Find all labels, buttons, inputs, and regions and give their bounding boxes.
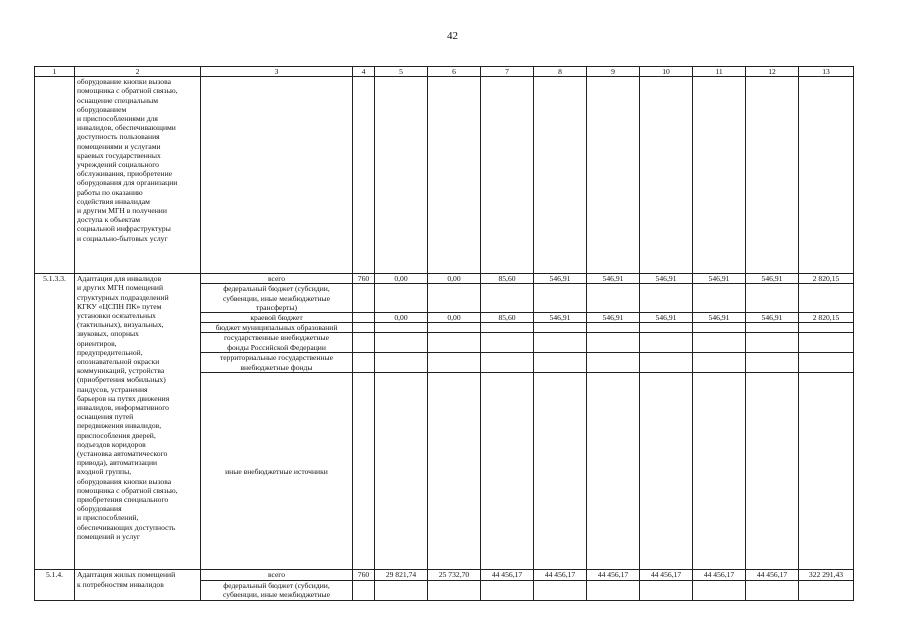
blank-cell <box>534 580 587 600</box>
header-cell: 5 <box>375 67 428 77</box>
blank-cell <box>799 373 854 570</box>
header-cell: 6 <box>428 67 481 77</box>
header-cell: 11 <box>693 67 746 77</box>
blank-cell <box>640 77 693 274</box>
budget-table <box>34 66 854 601</box>
value-cell: 85,60 <box>481 274 534 284</box>
blank-cell <box>428 580 481 600</box>
value-cell: 546,91 <box>693 274 746 284</box>
value-cell: 44 456,17 <box>587 570 640 580</box>
blank-cell <box>693 580 746 600</box>
header-cell: 1 <box>35 67 75 77</box>
blank-cell <box>799 333 854 353</box>
funding-source: федеральный бюджет (субсидии, субвенции, иные межбюджетные <box>201 580 353 600</box>
blank-cell <box>353 313 375 323</box>
header-cell: 10 <box>640 67 693 77</box>
blank-cell <box>799 323 854 333</box>
value-cell: 25 732,70 <box>428 570 481 580</box>
funding-source: бюджет муниципальных образований <box>201 323 353 333</box>
blank-cell <box>693 284 746 313</box>
value-cell: 0,00 <box>428 274 481 284</box>
blank-cell <box>353 353 375 373</box>
header-cell: 7 <box>481 67 534 77</box>
value-cell: 44 456,17 <box>640 570 693 580</box>
blank-cell <box>640 284 693 313</box>
value-cell: 44 456,17 <box>534 570 587 580</box>
table-row <box>35 274 854 284</box>
value-cell: 546,91 <box>693 313 746 323</box>
item-code: 5.1.3.3. <box>35 274 75 570</box>
blank-cell <box>746 333 799 353</box>
funding-source: всего <box>201 570 353 580</box>
value-cell: 546,91 <box>640 313 693 323</box>
blank-cell <box>428 284 481 313</box>
header-row <box>35 67 854 77</box>
blank-cell <box>428 77 481 274</box>
header-cell: 9 <box>587 67 640 77</box>
value-cell: 546,91 <box>640 274 693 284</box>
value-cell: 44 456,17 <box>481 570 534 580</box>
blank-cell <box>481 333 534 353</box>
value-cell: 29 821,74 <box>375 570 428 580</box>
blank-cell <box>353 373 375 570</box>
blank-cell <box>481 77 534 274</box>
value-cell: 2 820,15 <box>799 274 854 284</box>
blank-cell <box>746 580 799 600</box>
header-cell: 8 <box>534 67 587 77</box>
blank-cell <box>375 323 428 333</box>
blank-cell <box>534 77 587 274</box>
col4-code: 760 <box>353 274 375 284</box>
blank-cell <box>353 284 375 313</box>
header-cell: 3 <box>201 67 353 77</box>
blank-cell <box>534 284 587 313</box>
funding-source: федеральный бюджет (субсидии, субвенции, иные межбюджетные трансферты) <box>201 284 353 313</box>
blank-cell <box>534 353 587 373</box>
item-code: 5.1.4. <box>35 570 75 600</box>
funding-source: краевой бюджет <box>201 313 353 323</box>
col4-code: 760 <box>353 570 375 580</box>
blank-cell <box>375 333 428 353</box>
blank-cell <box>375 284 428 313</box>
blank-cell <box>375 580 428 600</box>
value-cell: 0,00 <box>375 274 428 284</box>
blank-cell <box>481 373 534 570</box>
header-cell: 2 <box>75 67 201 77</box>
funding-source: территориальные государственные внебюджетные фонды <box>201 353 353 373</box>
blank-cell <box>428 353 481 373</box>
blank-cell <box>353 333 375 353</box>
blank-cell <box>746 77 799 274</box>
blank-cell <box>481 323 534 333</box>
value-cell: 546,91 <box>534 313 587 323</box>
value-cell: 85,60 <box>481 313 534 323</box>
blank-cell <box>693 77 746 274</box>
blank-cell <box>640 580 693 600</box>
value-cell: 546,91 <box>534 274 587 284</box>
blank-cell <box>640 373 693 570</box>
blank-cell <box>481 353 534 373</box>
value-cell: 2 820,15 <box>799 313 854 323</box>
item-description: Адаптация для инвалидов и других МГН помещений структурных подразделений КГКУ «ЦСПН ПК» путем установки осязательных (тактильных), визуальных, звуковых, опорных ориентиров, предупредительной, опознавательной окраски коммуникаций, устройства (приобретения мобильных) пандусов, устранения барьеров на путях движения инвалидов, информативного оснащения путей передвижения инвалидов, приспособления дверей, подъездов коридоров (установка автоматического привода), автоматизации входной группы, оборудования кнопки вызова помощника с обратной связью, приобретения специального оборудования и приспособлений, обеспечивающих доступность помещений и услуг <box>75 274 201 570</box>
blank-cell <box>693 373 746 570</box>
blank-cell <box>201 77 353 274</box>
table-row <box>35 570 854 580</box>
blank-cell <box>428 373 481 570</box>
funding-source: всего <box>201 274 353 284</box>
blank-cell <box>353 580 375 600</box>
blank-cell <box>746 323 799 333</box>
blank-cell <box>587 323 640 333</box>
blank-cell <box>799 284 854 313</box>
header-cell: 4 <box>353 67 375 77</box>
blank-cell <box>375 353 428 373</box>
header-cell: 12 <box>746 67 799 77</box>
value-cell: 44 456,17 <box>746 570 799 580</box>
blank-cell <box>587 284 640 313</box>
blank-cell <box>428 323 481 333</box>
page-number: 42 <box>447 30 458 42</box>
blank-cell <box>587 77 640 274</box>
blank-cell <box>353 323 375 333</box>
blank-cell <box>693 353 746 373</box>
blank-cell <box>534 373 587 570</box>
blank-cell <box>534 333 587 353</box>
blank-cell <box>640 333 693 353</box>
value-cell: 0,00 <box>375 313 428 323</box>
continued-row <box>35 77 854 274</box>
blank-cell <box>587 580 640 600</box>
blank-cell <box>428 333 481 353</box>
blank-cell <box>746 353 799 373</box>
header-cell: 13 <box>799 67 854 77</box>
blank-cell <box>746 373 799 570</box>
blank-cell <box>587 353 640 373</box>
value-cell: 322 291,43 <box>799 570 854 580</box>
blank-cell <box>587 333 640 353</box>
blank-cell <box>640 353 693 373</box>
item-description: Адаптация жилых помещений к потребностям инвалидов <box>75 570 201 600</box>
blank-cell <box>693 333 746 353</box>
blank-cell <box>353 77 375 274</box>
value-cell: 44 456,17 <box>693 570 746 580</box>
blank-cell <box>693 323 746 333</box>
funding-source: государственные внебюджетные фонды Российской Федерации <box>201 333 353 353</box>
value-cell: 546,91 <box>587 274 640 284</box>
blank-cell <box>375 373 428 570</box>
value-cell: 0,00 <box>428 313 481 323</box>
description-cell: оборудование кнопки вызова помощника с обратной связью, оснащение специальным оборудованием и приспособлениями для инвалидов, обеспечивающими доступность пользования помещениями и услугами краевых государственных учреждений социального обслуживания, приобретение оборудования для организации работы по оказанию содействия инвалидам и другим МГН в получении доступа к объектам социальной инфраструктуры и социально-бытовых услуг <box>75 77 201 274</box>
blank-cell <box>375 77 428 274</box>
blank-cell <box>640 323 693 333</box>
blank-cell <box>481 580 534 600</box>
blank-cell <box>534 323 587 333</box>
blank-cell <box>587 373 640 570</box>
funding-source: иные внебюджетные источники <box>201 373 353 570</box>
blank-cell <box>481 284 534 313</box>
blank-cell <box>799 353 854 373</box>
blank-cell <box>799 77 854 274</box>
value-cell: 546,91 <box>746 313 799 323</box>
code-cell <box>35 77 75 274</box>
blank-cell <box>746 284 799 313</box>
value-cell: 546,91 <box>587 313 640 323</box>
blank-cell <box>799 580 854 600</box>
value-cell: 546,91 <box>746 274 799 284</box>
